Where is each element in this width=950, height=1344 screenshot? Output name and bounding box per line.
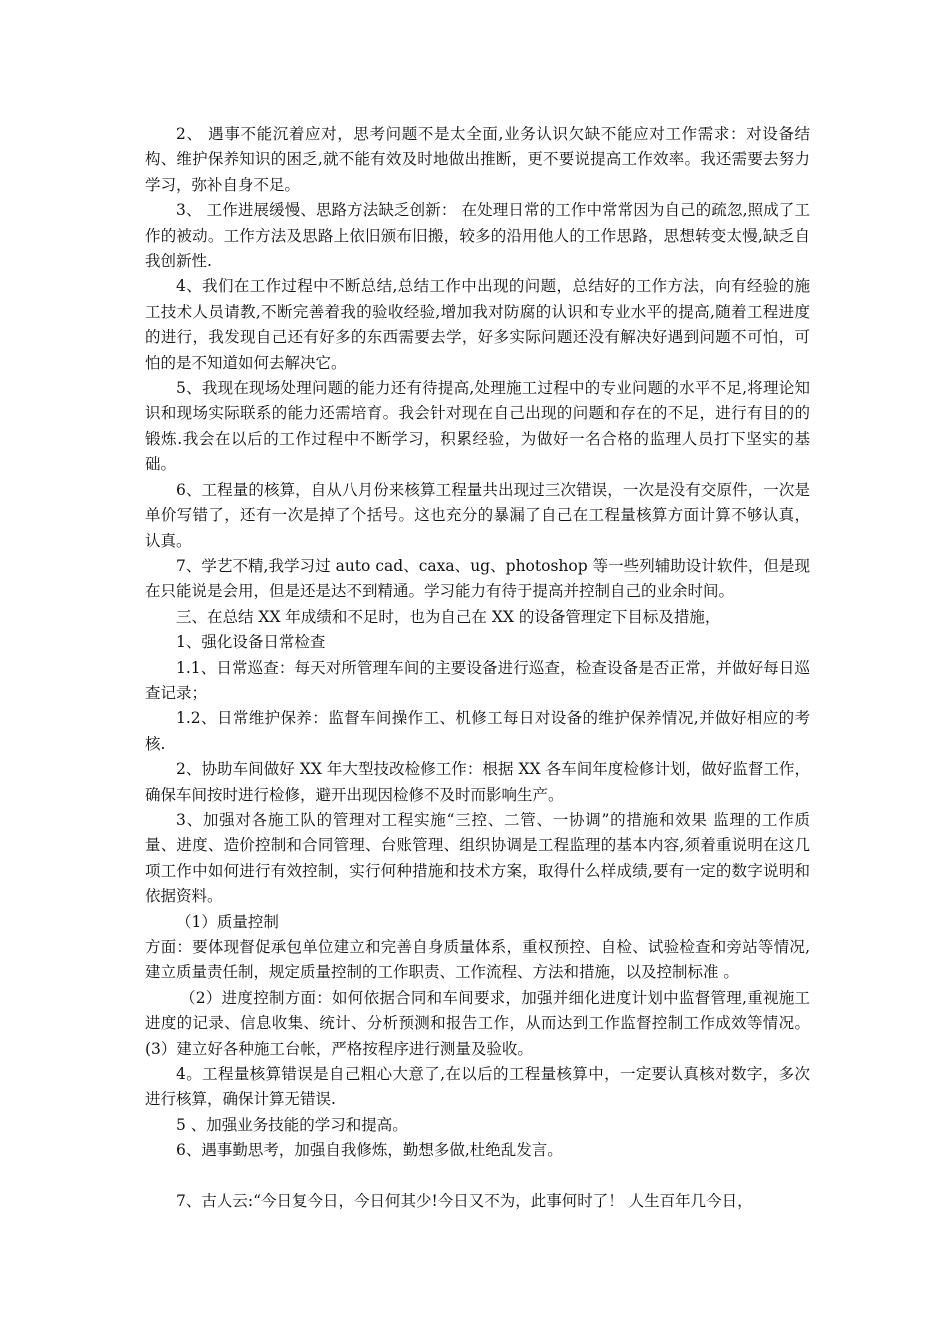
paragraph-2: 3、 工作进展缓慢、思路方法缺乏创新： 在处理日常的工作中常常因为自己的疏忽,照成了工作的被动。工作方法及思路上依旧颁布旧搬，较多的沿用他人的工作思路，思想转变太慢,缺乏自我创新性.	[145, 201, 810, 271]
section-heading-3: 三、在总结 XX 年成绩和不足时，也为自己在 XX 的设备管理定下目标及措施，	[176, 607, 721, 626]
progress-control-paragraph: （2）进度控制方面：如何依据合同和车间要求，加强并细化进度计划中监督管理,重视施工进度的记录、信息收集、统计、分析预测和报告工作，从而达到工作监督控制工作成效等情况。(3）建立好各种施工台帐，严格按程序进行测量及验收。	[145, 988, 810, 1058]
paragraph-4: 5、我现在现场处理问题的能力还有待提高,处理施工过程中的专业问题的水平不足,将理论知识和现场实际联系的能力还需培育。我会针对现在自己出现的问题和存在的不足，进行有目的的锻炼.我会在以后的工作过程中不断学习，积累经验，为做好一名合格的监理人员打下坚实的基础。	[145, 379, 810, 474]
paragraph-6: 7、学艺不精,我学习过 auto cad、caxa、ug、photoshop 等一些列辅助设计软件，但是现在只能说是会用，但是还是达不到精通。学习能力有待于提高并控制自己的业余时间。	[145, 556, 810, 601]
quality-control-heading: （1）质量控制	[176, 912, 279, 931]
paragraph-item-2: 2、协助车间做好 XX 年大型技改检修工作：根据 XX 各车间年度检修计划，做好监督工作，确保车间按时进行检修，避开出现因检修不及时而影响生产。	[145, 760, 810, 804]
paragraph-5: 6、工程量的核算，自从八月份来核算工程量共出现过三次错误，一次是没有交原件，一次是单价写错了，还有一次是掉了个括号。这也充分的暴漏了自己在工程量核算方面计算不够认真，认真。	[145, 480, 810, 550]
paragraph-1: 2、 遇事不能沉着应对，思考问题不是太全面,业务认识欠缺不能应对工作需求：对设备结构、维护保养知识的困乏,就不能有效及时地做出推断，更不要说提高工作效率。我还需要去努力学习，弥补自身不足。	[145, 125, 810, 194]
paragraph-1-1: 1.1、日常巡查：每天对所管理车间的主要设备进行巡查，检查设备是否正常，并做好每日巡查记录；	[145, 658, 810, 702]
paragraph-item-3: 3、加强对各施工队的管理对工程实施“三控、二管、一协调”的措施和效果 监理的工作质量、进度、造价控制和合同管理、台账管理、组织协调是工程监理的基本内容,须着重说明在这几项工作中如何进行有效控制，实行何种措施和技术方案，取得什么样成绩,要有一定的数字说明和依据资料。	[145, 810, 810, 906]
paragraph-3: 4、我们在工作过程中不断总结,总结工作中出现的问题，总结好的工作方法，向有经验的施工技术人员请教,不断完善着我的验收经验,增加我对防腐的认识和专业水平的提高,随着工程进度的进行，我发现自己还有好多的东西需要去学，好多实际问题还没有解决好遇到问题不可怕，可怕的是不知道如何去解决它。	[145, 277, 810, 372]
document-body	[145, 122, 810, 1214]
blank-line	[145, 1164, 810, 1189]
quality-control-body: 方面：要体现督促承包单位建立和完善自身质量体系，重权预控、自检、试验检查和旁站等情况,建立质量责任制，规定质量控制的工作职责、工作流程、方法和措施，以及控制标准 。	[145, 938, 810, 982]
paragraph-item-4: 4。工程量核算错误是自己粗心大意了,在以后的工程量核算中，一定要认真核对数字，多次进行核算，确保计算无错误.	[145, 1065, 810, 1109]
subheading-1: 1、强化设备日常检查	[176, 633, 326, 652]
paragraph-item-6: 6、遇事勤思考，加强自我修炼，勤想多做,杜绝乱发言。	[176, 1141, 563, 1160]
paragraph-item-5: 5 、加强业务技能的学习和提高。	[176, 1115, 408, 1134]
paragraph-1-2: 1.2、日常维护保养：监督车间操作工、机修工每日对设备的维护保养情况,并做好相应的考核.	[145, 709, 810, 753]
paragraph-item-7: 7、古人云:“今日复今日，今日何其少!今日又不为，此事何时了！ 人生百年几今日，	[176, 1192, 753, 1211]
